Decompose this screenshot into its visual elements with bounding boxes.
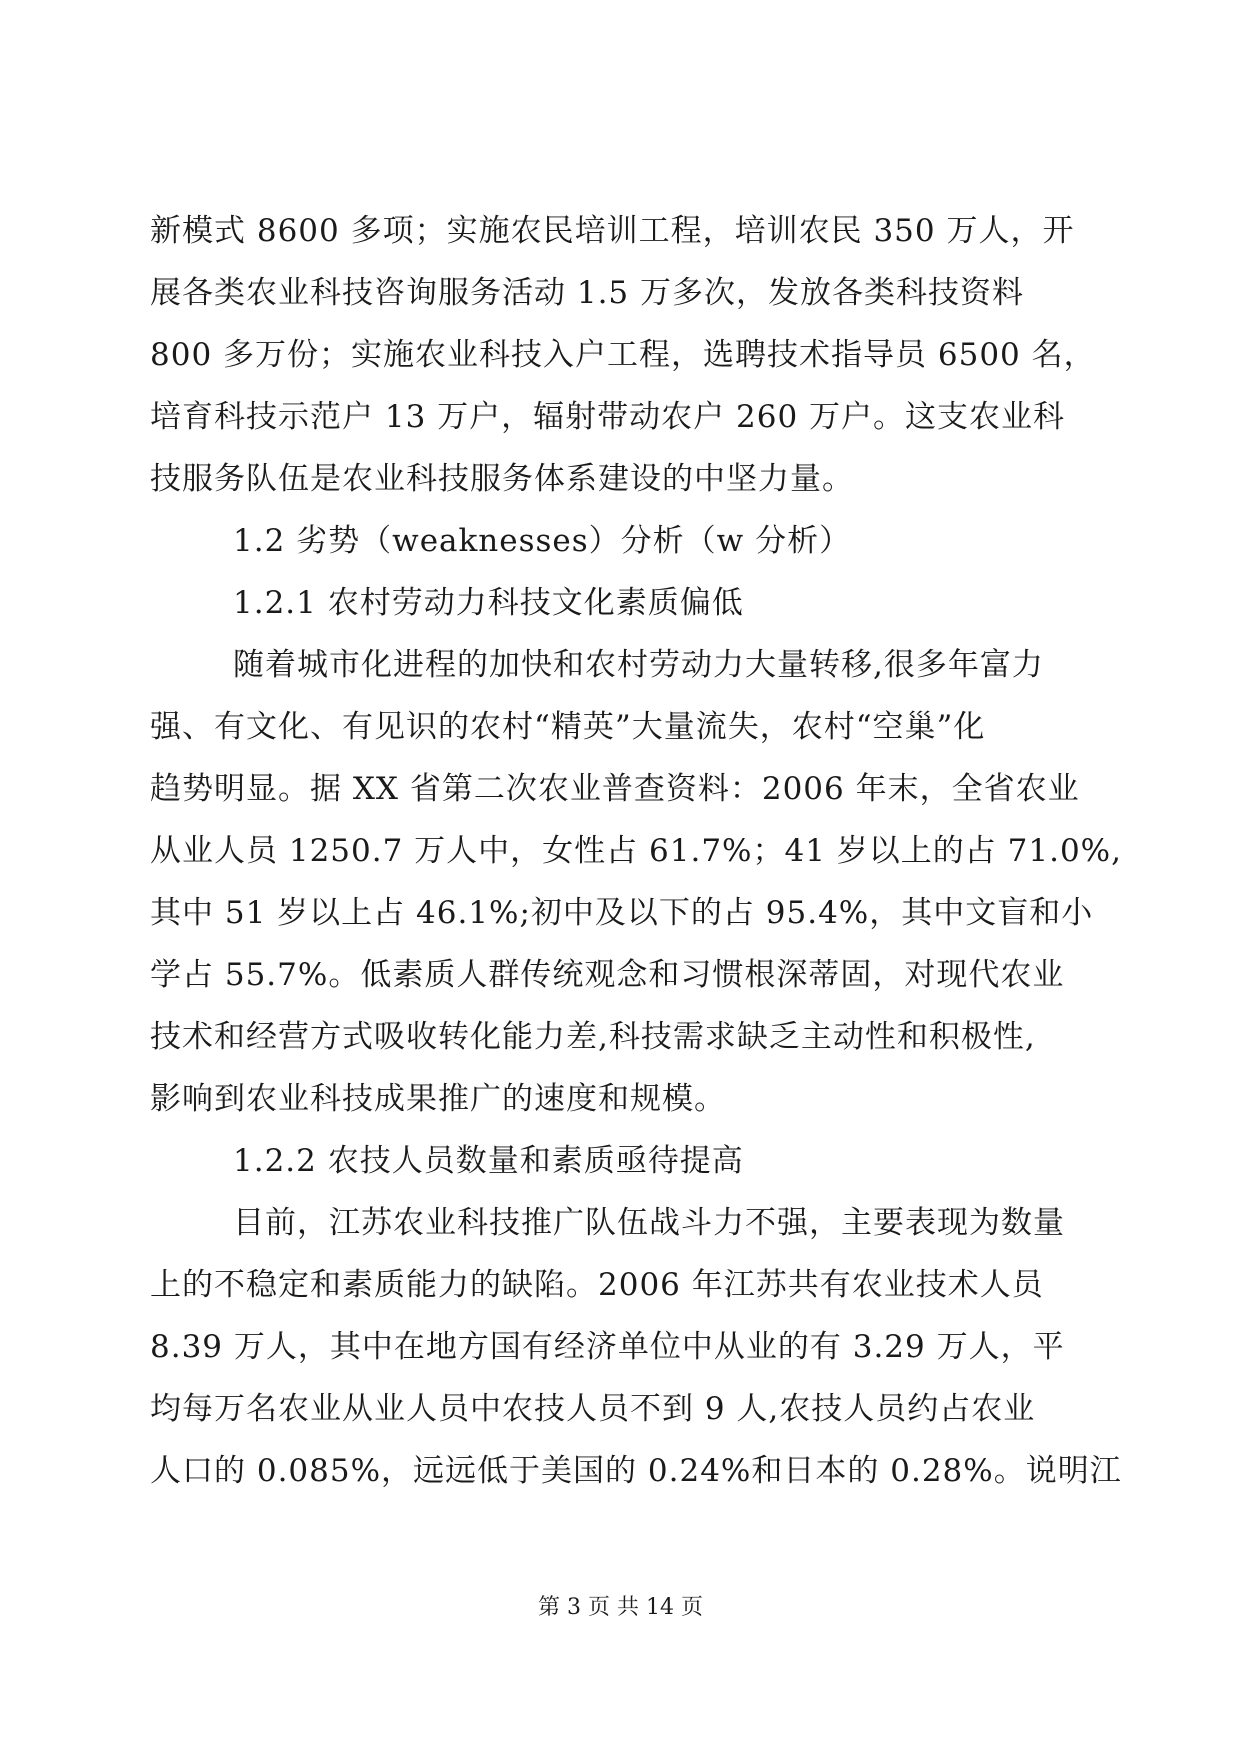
body-text-line: 强、有文化、有见识的农村“精英”大量流失，农村“空巢”化 xyxy=(150,709,986,745)
body-text-line: 趋势明显。据 XX 省第二次农业普查资料：2006 年末，全省农业 xyxy=(150,771,1080,807)
body-text-line: 学占 55.7%。低素质人群传统观念和习惯根深蒂固，对现代农业 xyxy=(150,957,1065,993)
body-text-line: 均每万名农业从业人员中农技人员不到 9 人,农技人员约占农业 xyxy=(150,1391,1036,1427)
body-text-line: 从业人员 1250.7 万人中，女性占 61.7%；41 岁以上的占 71.0%, xyxy=(150,833,1122,869)
body-text-line: 其中 51 岁以上占 46.1%;初中及以下的占 95.4%，其中文盲和小 xyxy=(150,895,1094,931)
subsection-heading: 1.2.2 农技人员数量和素质亟待提高 xyxy=(233,1143,744,1179)
body-text-line: 技术和经营方式吸收转化能力差,科技需求缺乏主动性和积极性, xyxy=(150,1019,1036,1055)
body-text-line: 上的不稳定和素质能力的缺陷。2006 年江苏共有农业技术人员 xyxy=(150,1267,1044,1303)
body-text-line: 展各类农业科技咨询服务活动 1.5 万多次，发放各类科技资料 xyxy=(150,275,1025,311)
body-text-line: 影响到农业科技成果推广的速度和规模。 xyxy=(150,1081,726,1117)
body-text-line: 800 多万份；实施农业科技入户工程，选聘技术指导员 6500 名， xyxy=(150,337,1096,373)
section-heading: 1.2 劣势（weaknesses）分析（w 分析） xyxy=(233,523,852,559)
body-text-line: 技服务队伍是农业科技服务体系建设的中坚力量。 xyxy=(150,461,854,497)
body-text-line: 人口的 0.085%，远远低于美国的 0.24%和日本的 0.28%。说明江 xyxy=(150,1453,1122,1489)
paragraph-start-line: 随着城市化进程的加快和农村劳动力大量转移,很多年富力 xyxy=(233,647,1044,683)
document-body xyxy=(150,200,1122,1502)
body-text-line: 8.39 万人，其中在地方国有经济单位中从业的有 3.29 万人，平 xyxy=(150,1329,1065,1365)
paragraph-start-line: 目前，江苏农业科技推广队伍战斗力不强，主要表现为数量 xyxy=(233,1205,1065,1241)
body-text-line: 新模式 8600 多项；实施农民培训工程，培训农民 350 万人，开 xyxy=(150,213,1075,249)
body-text-line: 培育科技示范户 13 万户，辐射带动农户 260 万户。这支农业科 xyxy=(150,399,1066,435)
subsection-heading: 1.2.1 农村劳动力科技文化素质偏低 xyxy=(233,585,744,621)
page-number-footer: 第 3 页 共 14 页 xyxy=(538,1595,703,1620)
